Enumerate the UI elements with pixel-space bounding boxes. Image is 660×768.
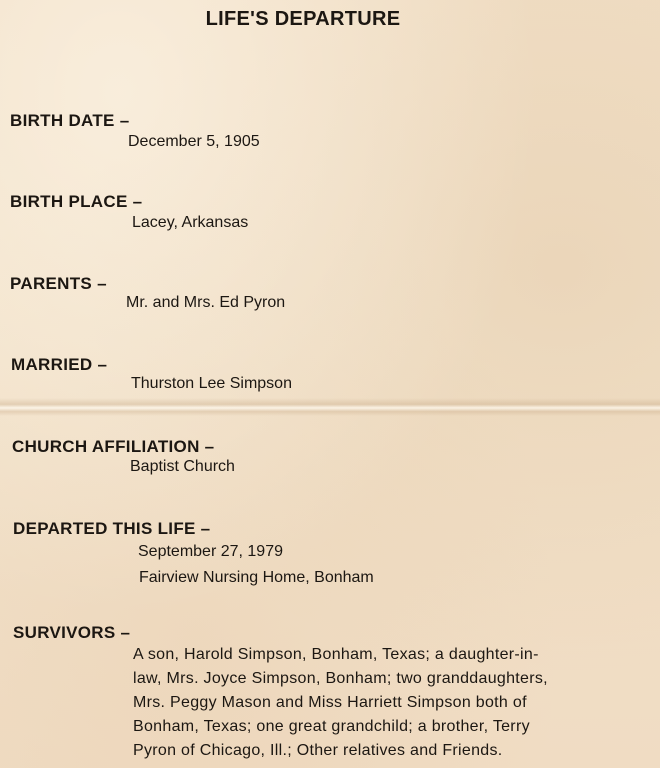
church-affiliation-heading: CHURCH AFFILIATION – (12, 437, 215, 456)
paper-fold-crease (0, 398, 660, 416)
survivors-line: Mrs. Peggy Mason and Miss Harriett Simpson both of (133, 694, 527, 711)
survivors-line: Bonham, Texas; one great grandchild; a brother, Terry (133, 718, 530, 735)
birth-date-heading: BIRTH DATE – (10, 111, 130, 130)
birth-place-heading: BIRTH PLACE – (10, 192, 143, 211)
departed-place-value: Fairview Nursing Home, Bonham (139, 569, 374, 586)
survivors-line: Pyron of Chicago, Ill.; Other relatives and Friends. (133, 742, 503, 759)
survivors-heading: SURVIVORS – (13, 623, 131, 642)
birth-place-value: Lacey, Arkansas (132, 214, 249, 231)
parents-value: Mr. and Mrs. Ed Pyron (126, 294, 286, 311)
survivors-paragraph (133, 643, 603, 763)
married-heading: MARRIED – (11, 355, 108, 374)
birth-date-value: December 5, 1905 (128, 133, 260, 150)
parents-heading: PARENTS – (10, 274, 107, 293)
church-affiliation-value: Baptist Church (130, 458, 235, 475)
married-value: Thurston Lee Simpson (131, 375, 292, 392)
page-title: LIFE'S DEPARTURE (205, 8, 401, 30)
survivors-line: law, Mrs. Joyce Simpson, Bonham; two granddaughters, (133, 670, 548, 687)
survivors-line: A son, Harold Simpson, Bonham, Texas; a daughter-in- (133, 646, 539, 663)
departed-date-value: September 27, 1979 (138, 543, 283, 560)
departed-this-life-heading: DEPARTED THIS LIFE – (13, 519, 211, 538)
